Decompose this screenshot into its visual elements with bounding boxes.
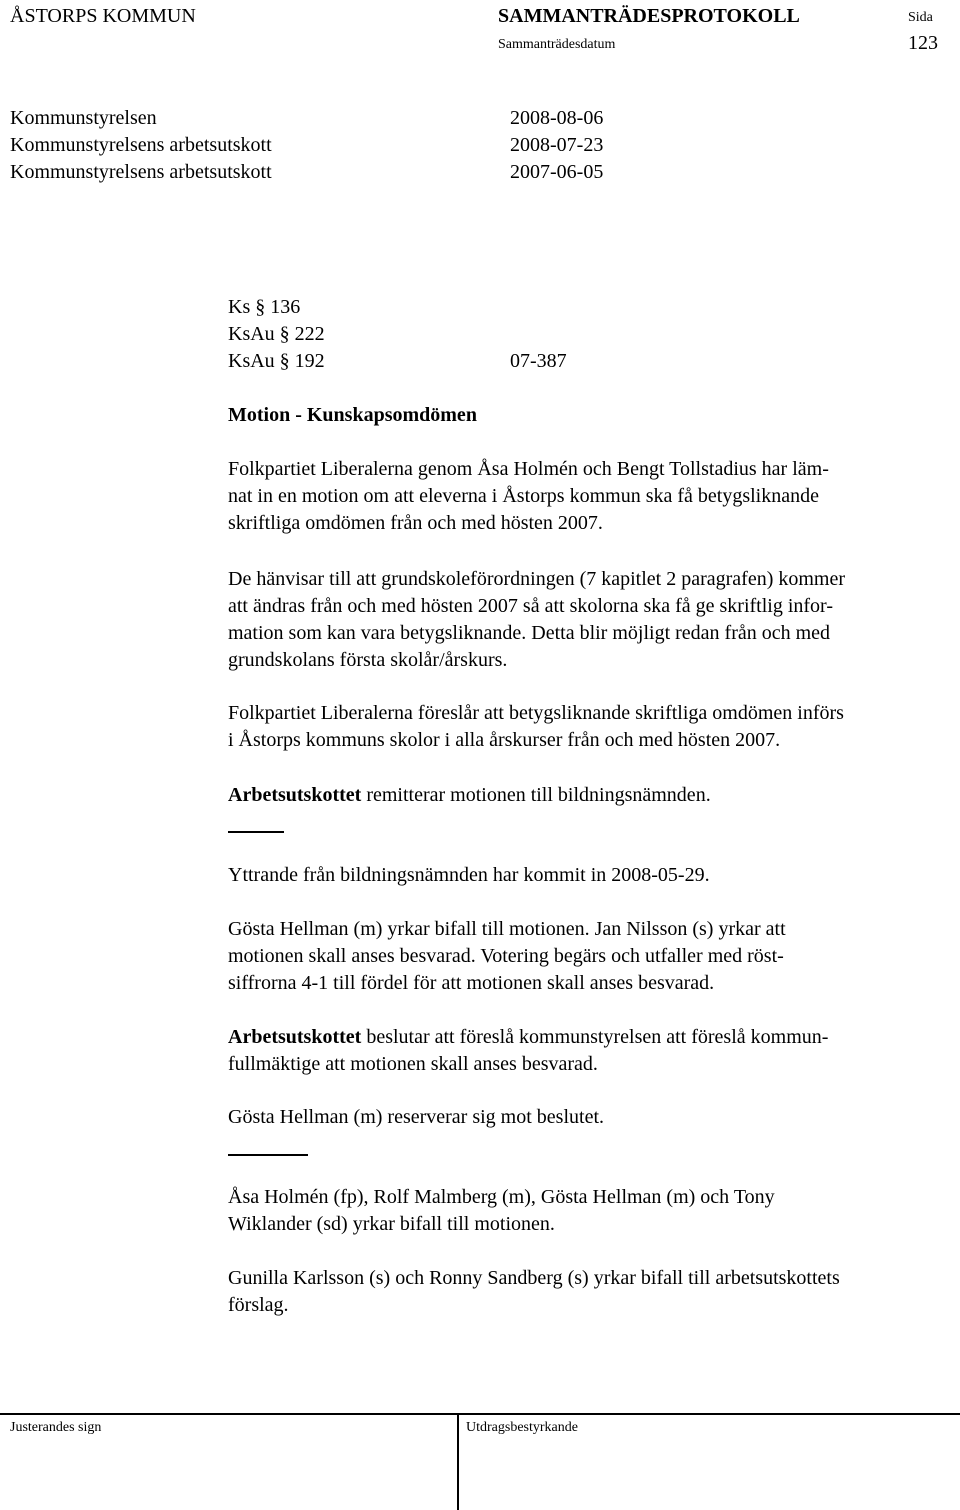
body-date: 2007-06-05 — [510, 161, 604, 183]
text-line: förslag. — [228, 1294, 289, 1316]
paragraph-10 — [228, 1265, 928, 1319]
text-line — [228, 782, 928, 809]
page-title: Motion - Kunskapsomdömen — [228, 404, 477, 426]
body-name: Kommunstyrelsens arbetsutskott — [10, 161, 272, 183]
document-type: SAMMANTRÄDESPROTOKOLL — [498, 5, 800, 27]
case-number: 07-387 — [510, 350, 567, 372]
body-date: 2008-08-06 — [510, 107, 604, 129]
municipality-name: ÅSTORPS KOMMUN — [10, 5, 196, 27]
separator-rule — [228, 1154, 308, 1156]
text-line: Åsa Holmén (fp), Rolf Malmberg (m), Gösta Hellman (m) och Tony — [228, 1186, 775, 1208]
text-line: i Åstorps kommuns skolor i alla årskurser från och med hösten 2007. — [228, 729, 781, 751]
text-line: Folkpartiet Liberalerna föreslår att betygsliknande skriftliga omdömen införs — [228, 702, 844, 724]
paragraph-ref: Ks § 136 — [228, 296, 301, 318]
bold-subject: Arbetsutskottet — [228, 784, 362, 806]
footer-certification-label: Utdragsbestyrkande — [466, 1420, 578, 1435]
text-rest: beslutar att föreslå kommunstyrelsen att föreslå kommun- — [361, 1026, 829, 1048]
text-line: Gösta Hellman (m) yrkar bifall till motionen. Jan Nilsson (s) yrkar att — [228, 918, 786, 940]
footer-sign-label: Justerandes sign — [10, 1420, 102, 1435]
text-line: skriftliga omdömen från och med hösten 2007. — [228, 512, 603, 534]
text-line: siffrorna 4-1 till fördel för att motionen skall anses besvarad. — [228, 972, 715, 994]
body-date: 2008-07-23 — [510, 134, 604, 156]
text-line: De hänvisar till att grundskoleförordningen (7 kapitlet 2 paragrafen) kommer — [228, 568, 846, 590]
paragraph-4 — [228, 782, 928, 809]
paragraph-3 — [228, 700, 928, 754]
separator-rule — [228, 831, 284, 833]
text-line: Gösta Hellman (m) reserverar sig mot beslutet. — [228, 1106, 604, 1128]
paragraph-ref: KsAu § 192 — [228, 350, 325, 372]
text-line: fullmäktige att motionen skall anses besvarad. — [228, 1053, 598, 1075]
body-name: Kommunstyrelsen — [10, 107, 157, 129]
text-rest: remitterar motionen till bildningsnämnden. — [361, 784, 711, 806]
text-line: Yttrande från bildningsnämnden har kommit in 2008-05-29. — [228, 864, 710, 886]
text-line: grundskolans första skolår/årskurs. — [228, 649, 508, 671]
page-number: 123 — [908, 32, 938, 54]
text-line: att ändras från och med hösten 2007 så att skolorna ska få ge skriftlig infor- — [228, 595, 833, 617]
text-line: Folkpartiet Liberalerna genom Åsa Holmén och Bengt Tollstadius har läm- — [228, 458, 829, 480]
paragraph-6 — [228, 916, 928, 997]
text-line: Gunilla Karlsson (s) och Ronny Sandberg (s) yrkar bifall till arbetsutskottets — [228, 1267, 840, 1289]
paragraph-1 — [228, 456, 928, 537]
paragraph-9 — [228, 1184, 928, 1238]
footer-divider — [457, 1413, 459, 1510]
text-line — [228, 1024, 928, 1051]
meeting-date-label: Sammanträdesdatum — [498, 37, 616, 52]
paragraph-7 — [228, 1024, 928, 1078]
paragraph-2 — [228, 566, 928, 674]
text-line: motionen skall anses besvarad. Votering begärs och utfaller med röst- — [228, 945, 784, 967]
paragraph-8 — [228, 1104, 928, 1131]
paragraph-5 — [228, 862, 928, 889]
paragraph-ref: KsAu § 222 — [228, 323, 325, 345]
text-line: nat in en motion om att eleverna i Åstorps kommun ska få betygsliknande — [228, 485, 819, 507]
footer-rule — [0, 1413, 960, 1415]
body-name: Kommunstyrelsens arbetsutskott — [10, 134, 272, 156]
text-line: Wiklander (sd) yrkar bifall till motionen. — [228, 1213, 555, 1235]
page-label: Sida — [908, 10, 933, 25]
bold-subject: Arbetsutskottet — [228, 1026, 362, 1048]
text-line: mation som kan vara betygsliknande. Detta blir möjligt redan från och med — [228, 622, 831, 644]
